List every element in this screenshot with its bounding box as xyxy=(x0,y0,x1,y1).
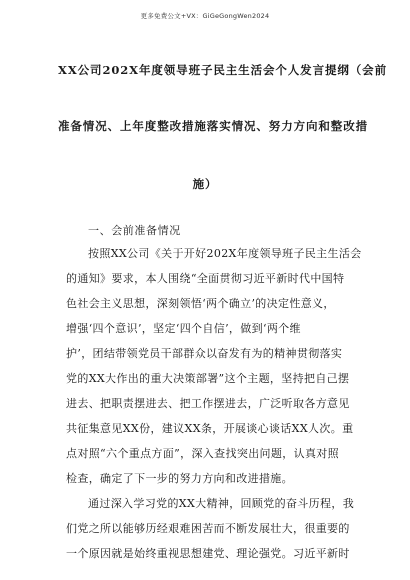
body-line: 进去、把职责摆进去、把工作摆进去，广泛听取各方意见 xyxy=(66,397,350,410)
body-line: 按照XX公司《关于开好202X年度领导班子民主生活会 xyxy=(88,247,362,260)
body-line: 们党之所以能够历经艰难困苦而不断发展壮大，很重要的 xyxy=(66,522,350,535)
body-line: 党的XX大作出的重大决策部署”这个主题，坚持把自己摆 xyxy=(66,372,350,385)
document-title-line-2: 准备情况、上年度整改措施落实情况、努力方向和整改措 xyxy=(58,119,368,133)
header-note: 更多免费公文+VX：GiGeGongWen2024 xyxy=(140,12,270,20)
body-line: 增强‘四个意识’，坚定‘四个自信’，做到‘两个维 xyxy=(66,322,301,335)
body-line: 检查，确定了下一步的努力方向和改进措施。 xyxy=(66,472,293,485)
body-line: 一个原因就是始终重视思想建党、理论强党。习近平新时 xyxy=(66,547,350,560)
document-title-line-3: 施） xyxy=(192,177,218,191)
body-line: 点对照“六个重点方面”，深入查找突出问题，认真对照 xyxy=(66,447,339,460)
document-title-line-1: XX公司202X年度领导班子民主生活会个人发言提纲（会前 xyxy=(58,63,387,77)
body-line: 护’，团结带领党员干部群众以奋发有为的精神贯彻落实 xyxy=(66,347,343,360)
body-line: 色社会主义思想，深刻领悟‘两个确立’的决定性意义， xyxy=(66,297,335,310)
body-line: 共征集意见XX份，建议XX条，开展谈心谈话XX人次。重 xyxy=(66,422,354,435)
body-line: 的通知》要求，本人围绕“全面贯彻习近平新时代中国特 xyxy=(66,272,345,285)
body-line: 通过深入学习党的XX大精神，回顾党的奋斗历程，我 xyxy=(88,497,355,510)
section-heading: 一、会前准备情况 xyxy=(88,224,181,237)
